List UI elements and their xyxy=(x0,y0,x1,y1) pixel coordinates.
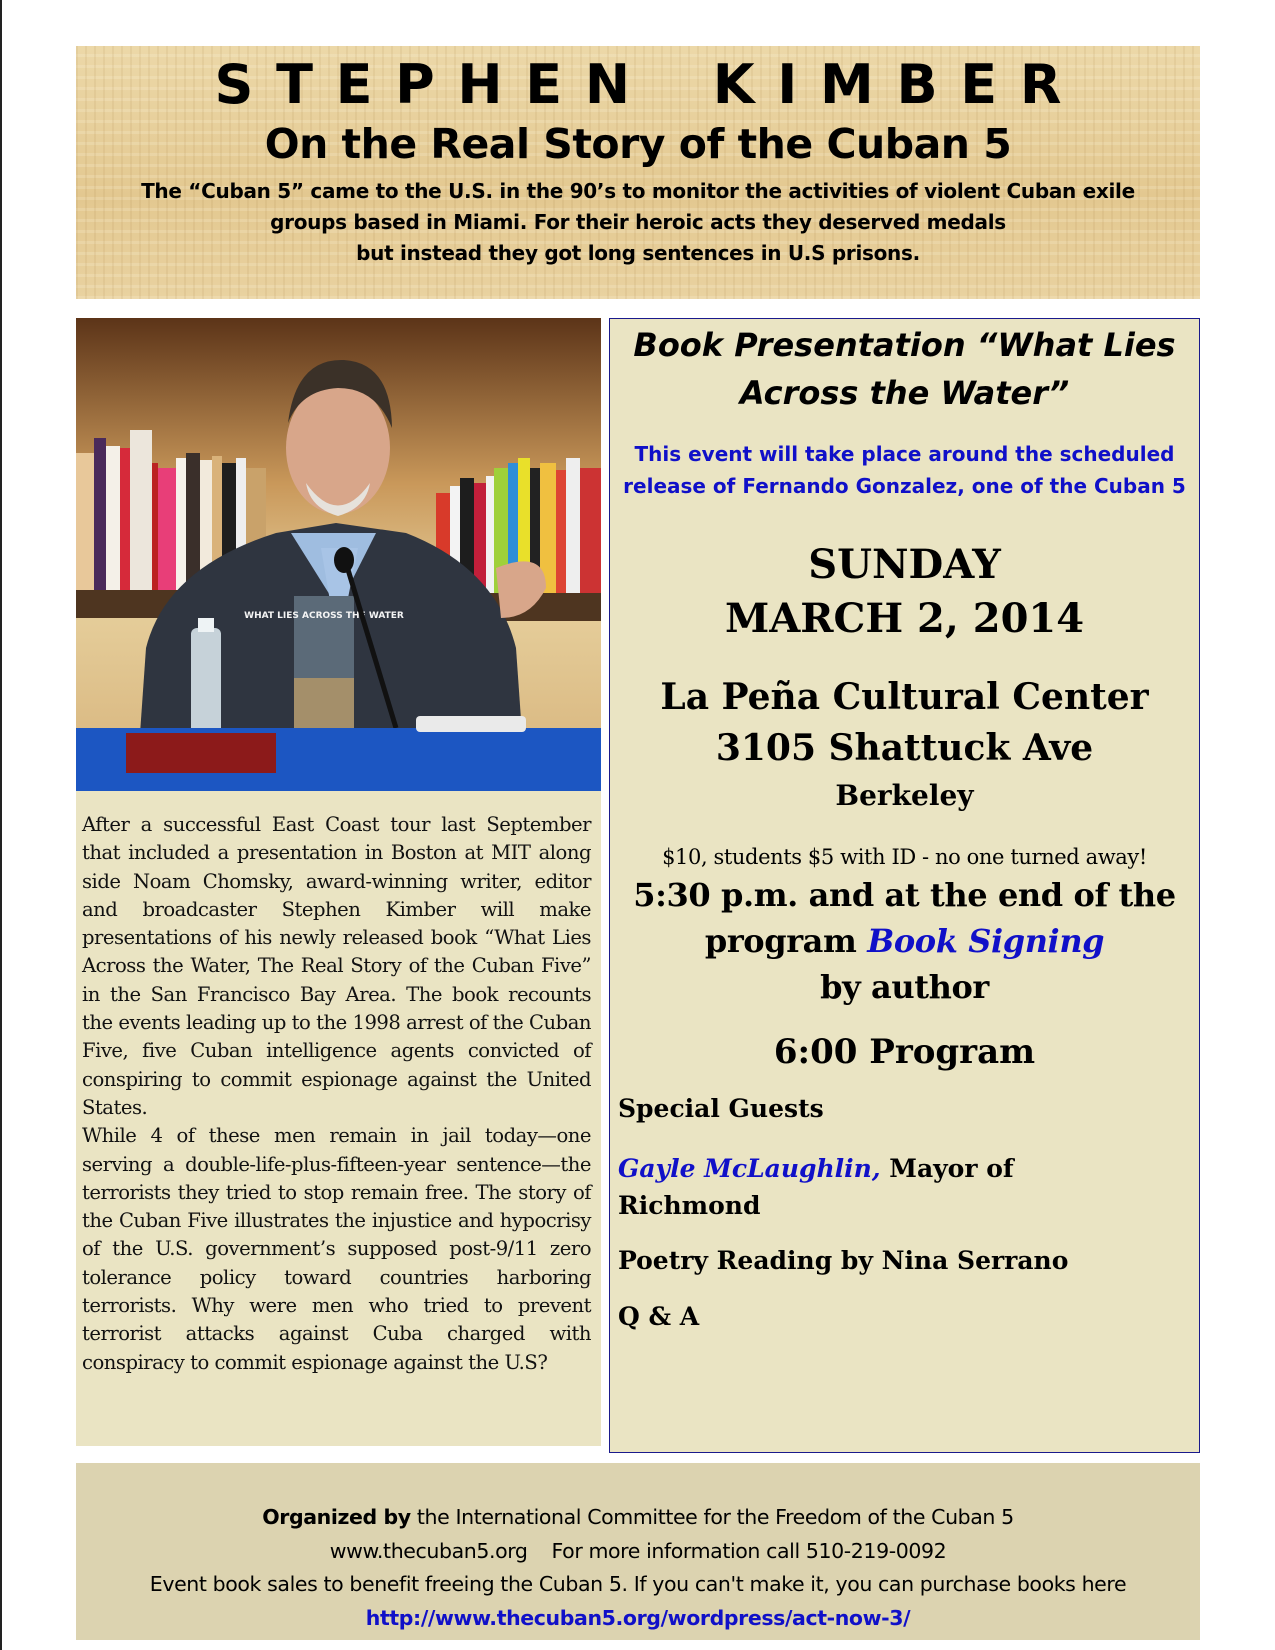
presentation-title xyxy=(610,321,1199,417)
speaker-photo xyxy=(76,318,601,791)
program-time: 6:00 Program xyxy=(773,1032,1036,1072)
page-edge-line xyxy=(0,0,2,1650)
event-time-line xyxy=(610,918,1199,964)
guest-role: Mayor of xyxy=(889,1154,1014,1183)
blurb-line: but instead they got long sentences in U.S prisons. xyxy=(356,241,920,265)
organized-by-label: Organized by xyxy=(262,1505,411,1529)
ticket-price: $10, students $5 with ID - no one turned away! xyxy=(662,845,1147,869)
author-name xyxy=(76,50,1200,120)
title-banner xyxy=(76,46,1200,299)
event-time-line: by author xyxy=(820,968,989,1006)
footer xyxy=(76,1463,1200,1640)
podium-stand xyxy=(126,733,276,773)
venue-address: 3105 Shattuck Ave xyxy=(715,727,1094,769)
event-time xyxy=(610,872,1199,1010)
author-first-name: STEPHEN xyxy=(214,53,653,116)
special-guest xyxy=(610,1150,1199,1224)
tablet xyxy=(416,716,526,732)
guest-name: Gayle McLaughlin, xyxy=(618,1154,881,1183)
page-subtitle: On the Real Story of the Cuban 5 xyxy=(264,120,1012,168)
guest-role-city: Richmond xyxy=(618,1191,761,1220)
event-date: MARCH 2, 2014 xyxy=(724,595,1085,642)
website-link[interactable]: www.thecuban5.org xyxy=(329,1538,528,1563)
poetry-reading: Poetry Reading by Nina Serrano xyxy=(618,1246,1069,1275)
article-text xyxy=(76,791,601,1446)
q-and-a: Q & A xyxy=(618,1302,700,1331)
author-last-name: KIMBER xyxy=(712,53,1085,116)
phone-info: For more information call 510-219-0092 xyxy=(551,1538,947,1563)
event-notice: This event will take place around the scheduled release of Fernando Gonzalez, one of the Cuban 5 xyxy=(623,442,1186,498)
organizer-name: the International Committee for the Freedom of the Cuban 5 xyxy=(416,1505,1014,1529)
book-signing: Book Signing xyxy=(867,922,1105,960)
presentation-title-line: Across the Water” xyxy=(739,374,1070,412)
event-day: SUNDAY xyxy=(808,541,1001,588)
presentation-title-line: Book Presentation “What Lies xyxy=(633,326,1176,364)
article-paragraph: While 4 of these men remain in jail today—one serving a double-life-plus-fifteen-year sentence—the terrorists they tried to stop remain free. The story of the Cuban Five illustrates the injustice and hypocrisy of the U.S. government’s supposed post-9/11 zero tolerance policy toward countries harboring terrorists. Why were men who tried to prevent terrorist attacks against Cuba charged with conspiracy to commit espionage against the U.S? xyxy=(82,1124,591,1374)
event-details-box xyxy=(609,318,1200,1453)
event-time-line: 5:30 p.m. and at the end of the xyxy=(633,876,1176,914)
sales-line: Event book sales to benefit freeing the Cuban 5. If you can't make it, you can purchase books here xyxy=(149,1572,1127,1596)
organizer-line xyxy=(76,1501,1200,1535)
book-cover-title: WHAT LIES ACROSS THE WATER xyxy=(244,611,404,621)
program-word: program xyxy=(704,922,857,960)
special-guests-heading: Special Guests xyxy=(618,1094,824,1123)
blurb-line: groups based in Miami. For their heroic acts they deserved medals xyxy=(270,210,1006,234)
water-bottle xyxy=(191,628,221,738)
article-paragraph: After a successful East Coast tour last September that included a presentation in Boston at MIT along side Noam Chomsky, award-winning writer, editor and broadcaster Stephen Kimber will make presentations of his newly released book “What Lies Across the Water, The Real Story of the Cuban Five” in the San Francisco Bay Area. The book recounts the events leading up to the 1998 arrest of the Cuban Five, five Cuban intelligence agents convicted of conspiring to commit espionage against the United States. xyxy=(82,813,591,1119)
banner-blurb xyxy=(76,176,1200,269)
blurb-line: The “Cuban 5” came to the U.S. in the 90’s to monitor the activities of violent Cuban exile xyxy=(141,179,1135,203)
purchase-url-link[interactable]: http://www.thecuban5.org/wordpress/act-now-3/ xyxy=(365,1605,911,1630)
venue-city: Berkeley xyxy=(835,779,974,812)
venue-name: La Peña Cultural Center xyxy=(660,676,1149,718)
contact-line xyxy=(76,1535,1200,1569)
